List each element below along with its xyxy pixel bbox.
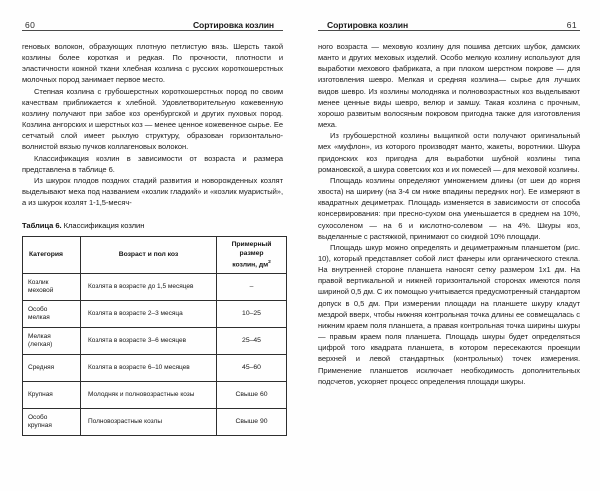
right-page-number: 61 (564, 20, 580, 30)
cell-size: – (217, 274, 287, 301)
cell-age-sex: Полновозрастные козлы (81, 409, 217, 436)
column-header-size (217, 237, 287, 274)
paragraph: Площадь козлины определяют умножением длины (от шеи до корня хвоста) на ширину (на 3-4 см ниже впадины передних ног). Ее измеряют в квадратных дециметрах. Площадь изменяется в зависимости от способа консервирования: при пресно-сухом она уменьшается в среднем на 10%, сухосоленом — на 6 и кислотно-солевом — на 4%. Шкуры коз, выделанные с растяжкой, принимают со скидкой 10% площади. (318, 175, 580, 241)
cell-age-sex: Молодняк и полновозрастные козы (81, 382, 217, 409)
category-line1: Крупная (28, 391, 53, 399)
left-body-text (22, 41, 283, 208)
column-header-size-line2: размер (239, 249, 264, 257)
category-line2: (легкая) (28, 341, 53, 349)
table-row (23, 355, 287, 382)
table-row (23, 409, 287, 436)
paragraph: Степная козлина с грубошерстных короткошерстных пород по своим качествам приближается к хлебной. Удовлетворительную кожевенную козлину получают при забое коз оренбургской и других пуховых пород. Козлина ангорских и шерстных коз — менее ценное кожевенное сырье. Ее сетчатый слой имеет рыхлую структуру, образован горизонтально-волнистой вязью пучков коллагеновых волокон. (22, 86, 283, 152)
category-line1: Козлик (28, 278, 49, 286)
category-line2: крупная (28, 422, 52, 430)
right-body-text (318, 41, 580, 387)
category-line2: мелкая (28, 314, 50, 322)
table-row (23, 301, 287, 328)
cell-category (23, 328, 81, 355)
table-row (23, 382, 287, 409)
paragraph: ного возраста — меховую козлину для пошива детских шубок, дамских манто и других меховых изделий. Особо мелкую козлину используют для выработки мехового фабриката, а при плохом шерстном покрове — для изготовления шевро. Мелкая и средняя козлина— сырье для лучших видов шевро. Из козлины молодняка и полновозрастных коз выделывают менее ценные виды шевро, велюр и замшу. Такая козлина с прочным, хорошо развитым волосяным покровом пригодна также для изготовления меха. (318, 42, 580, 130)
right-page (300, 0, 600, 491)
category-line1: Средняя (28, 364, 55, 372)
column-header-size-superscript: 2 (268, 259, 271, 265)
table-caption-label: Таблица 6. (22, 221, 62, 231)
table-caption (22, 221, 283, 230)
cell-age-sex: Козлята в возрасте 3–6 месяцев (81, 328, 217, 355)
category-line1: Мелкая (28, 332, 51, 340)
table-caption-text: Классификация козлин (63, 221, 145, 231)
right-running-head (318, 18, 580, 33)
cell-category (23, 382, 81, 409)
category-line1: Особо (28, 305, 48, 313)
cell-category (23, 301, 81, 328)
paragraph: Из грубошерстной козлины выщипкой ости получают оригинальный мех «муфлон», из которого производят манто, жакеты, воротники. Шкура придонских коз пригодна для выработки шубной козлины типа романовской, а шкура советских коз и их помесей — для меховой козлины. (318, 131, 580, 174)
column-header-category: Категория (23, 237, 81, 274)
paragraph: Площадь шкур можно определять и дециметражным планшетом (рис. 10), который представляет собой лист фанеры или органического стекла. На внутренней стороне планшета наносят сетку размером 1х1 дм. На правой вертикальной и нижней горизонтальной сторонах имеются поля шириной 0,5 дм. С их помощью учитывается предусмотренный стандартом допуск в 0,5 дм. При измерении площади на планшете шкуру кладут мездрой вверх, чтобы нижняя контрольная точка длины ее совмещалась с нижним краем поля планшета, а правая контрольная точка ширины шкуры — правым краем поля планшета. Площадь шкуры будет определяться цифрой того квадрата планшета, в котором пересекаются проекции верхней и левой стандартных (контрольных) точек измерения. Применение планшетов исключает необходимость дополнительных подсчетов, ускоряет процесс определения площади шкуры. (318, 242, 581, 386)
cell-category (23, 409, 81, 436)
cell-category (23, 355, 81, 382)
cell-size: 25–45 (217, 328, 287, 355)
cell-size: Свыше 60 (217, 382, 287, 409)
cell-size: 45–60 (217, 355, 287, 382)
cell-age-sex: Козлята в возрасте 2–3 месяца (81, 301, 217, 328)
paragraph: Классификация козлин в зависимости от возраста и размера представлена в таблице 6. (22, 153, 283, 174)
left-header-rule (22, 30, 283, 31)
column-header-size-line1: Примерный (231, 241, 272, 249)
cell-size: Свыше 90 (217, 409, 287, 436)
right-header-rule (318, 30, 580, 31)
left-running-title: Сортировка козлин (190, 20, 277, 30)
right-running-title: Сортировка козлин (324, 20, 411, 30)
cell-category (23, 274, 81, 301)
left-page-number: 60 (22, 20, 38, 30)
classification-table (22, 236, 287, 436)
category-line1: Особо (28, 413, 48, 421)
left-running-head (22, 18, 283, 33)
table-header-row (23, 237, 287, 274)
cell-size: 10–25 (217, 301, 287, 328)
table-row (23, 274, 287, 301)
cell-age-sex: Козлята в возрасте до 1,5 месяцев (81, 274, 217, 301)
column-header-size-line3: козлин, дм (232, 260, 269, 268)
paragraph: Из шкурок плодов поздних стадий развития и новорожденных козлят выделывают меха под названием «козлик гладкий» и «козлик муаристый», а из шкурок козлят 1-1,5-месяч- (22, 175, 283, 208)
paragraph: геновых волокон, образующих плотную петлистую вязь. Шерсть такой козлины более короткая и редкая. По прочности, плотности и эластичности кожной ткани хлебная козлина с русских короткошерстных молочных пород занимает первое место. (22, 42, 283, 85)
table-row (23, 328, 287, 355)
category-line2: меховой (28, 287, 54, 295)
cell-age-sex: Козлята в возрасте 6–10 месяцев (81, 355, 217, 382)
column-header-age-sex: Возраст и пол коз (81, 237, 217, 274)
